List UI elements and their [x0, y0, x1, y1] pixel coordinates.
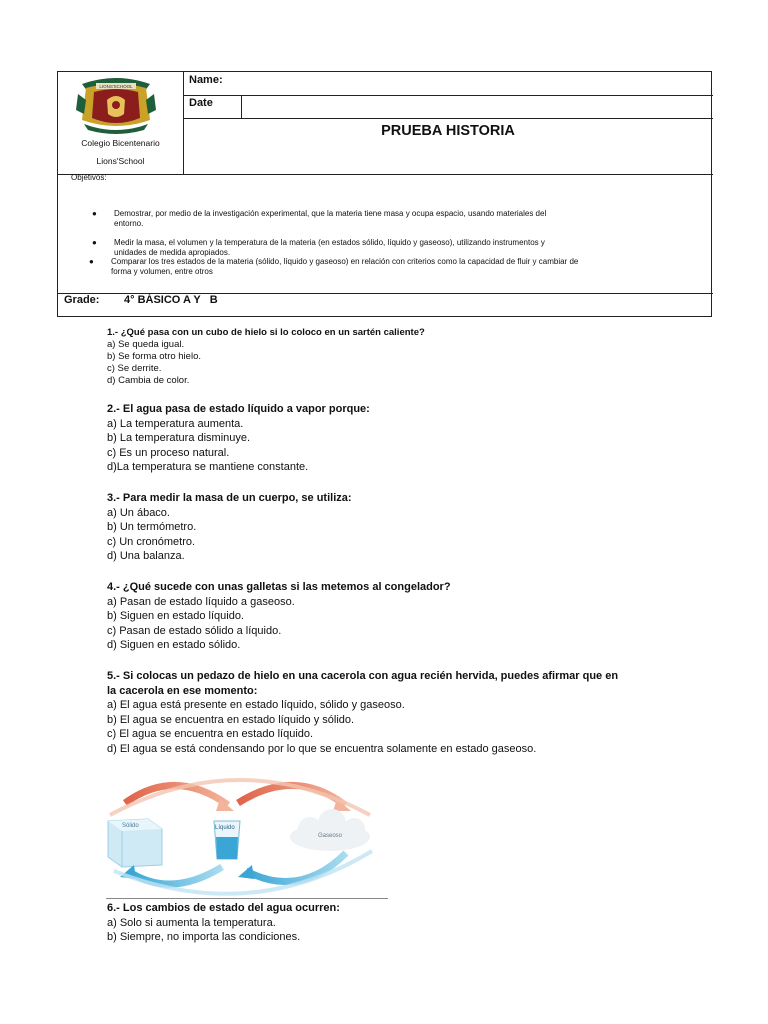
question-title: 6.- Los cambios de estado del agua ocurren: [107, 902, 340, 914]
question-title: 1.- ¿Qué pasa con un cubo de hielo si lo coloco en un sartén caliente? [107, 327, 425, 338]
row-divider [183, 118, 713, 119]
gas-label: Gaseoso [318, 833, 343, 839]
grade-value: 4° BÁSICO A Y B [124, 294, 218, 306]
objectives-label: Objetivos: [71, 173, 107, 182]
liquid-label: Líquido [215, 825, 235, 831]
row-divider [183, 95, 713, 96]
ice-cube-icon [108, 819, 162, 867]
option: a) Un ábaco. [107, 506, 170, 519]
date-label: Date [189, 97, 213, 109]
logo-cell [58, 72, 184, 174]
question-title: 5.- Si colocas un pedazo de hielo en una cacerola con agua recién hervida, puedes afirmar que en [107, 670, 619, 682]
option: b) Siguen en estado líquido. [107, 610, 244, 623]
header-table [57, 71, 712, 317]
objective-item: Comparar los tres estados de la materia (sólido, líquido y gaseoso) en relación con criterios como la capacidad de fluir y cambiar de forma y volumen, entre otros [111, 257, 579, 276]
option: a) La temperatura aumenta. [107, 417, 244, 430]
option: d) Una balanza. [107, 550, 185, 563]
option: c) Es un proceso natural. [107, 446, 230, 459]
option: b) El agua se encuentra en estado líquido y sólido. [107, 713, 355, 726]
question-5 [107, 669, 618, 757]
question-3 [107, 491, 352, 564]
school-subname: Lions'School [96, 156, 145, 166]
option: b) Siempre, no importa las condiciones. [107, 931, 301, 944]
question-title-cont: la cacerola en ese momento: [107, 684, 258, 697]
objective-item: Medir la masa, el volumen y la temperatura de la materia (en estados sólido, líquido y gaseoso), utilizando instrumentos y unidades de medida apropiados. [114, 238, 545, 257]
date-divider [241, 95, 242, 118]
page-title: PRUEBA HISTORIA [381, 123, 515, 139]
option: a) Pasan de estado líquido a gaseoso. [107, 595, 295, 608]
option: b) Un termómetro. [107, 521, 197, 534]
option: d) Cambia de color. [107, 375, 190, 386]
option: b) La temperatura disminuye. [107, 432, 251, 445]
row-divider [58, 174, 713, 175]
option: a) Se queda igual. [107, 339, 185, 350]
question-1 [107, 327, 425, 387]
glass-of-water-icon [214, 821, 240, 859]
arrow-gas-to-liquid [246, 853, 346, 882]
objective-item: Demostrar, por medio de la investigación experimental, que la materia tiene masa y ocupa espacio, usando materiales del entorno. [114, 209, 547, 228]
option: d) Siguen en estado sólido. [107, 639, 241, 652]
school-name: Colegio Bicentenario [81, 138, 160, 148]
bullet-icon: ● [89, 257, 94, 266]
question-4 [107, 580, 451, 653]
option: c) Se derrite. [107, 363, 162, 374]
cloud-icon [290, 809, 370, 851]
question-title: 4.- ¿Qué sucede con unas galletas si las metemos al congelador? [107, 581, 451, 593]
option: b) Se forma otro hielo. [107, 351, 201, 362]
option: d)La temperatura se mantiene constante. [107, 461, 309, 474]
question-6 [107, 901, 340, 945]
name-label: Name: [189, 74, 223, 86]
school-crest-logo [74, 74, 158, 138]
question-title: 2.- El agua pasa de estado líquido a vapor porque: [107, 403, 370, 415]
diagram-underline [106, 898, 388, 899]
option: d) El agua se está condensando por lo que se encuentra solamente en estado gaseoso. [107, 742, 537, 755]
option: c) El agua se encuentra en estado líquido. [107, 728, 314, 741]
solid-label: Sólido [122, 823, 139, 829]
bullet-icon: ● [92, 238, 97, 247]
grade-label: Grade: [64, 294, 100, 306]
option: a) Solo si aumenta la temperatura. [107, 916, 276, 929]
logo-banner-text: LIONS'SCHOOL [99, 84, 133, 89]
bullet-icon: ● [92, 209, 97, 218]
question-2 [107, 402, 370, 475]
option: a) El agua está presente en estado líquido, sólido y gaseoso. [107, 699, 405, 712]
option: c) Un cronómetro. [107, 535, 196, 548]
water-states-diagram [100, 775, 390, 902]
question-title: 3.- Para medir la masa de un cuerpo, se utiliza: [107, 492, 352, 504]
option: c) Pasan de estado sólido a líquido. [107, 624, 282, 637]
